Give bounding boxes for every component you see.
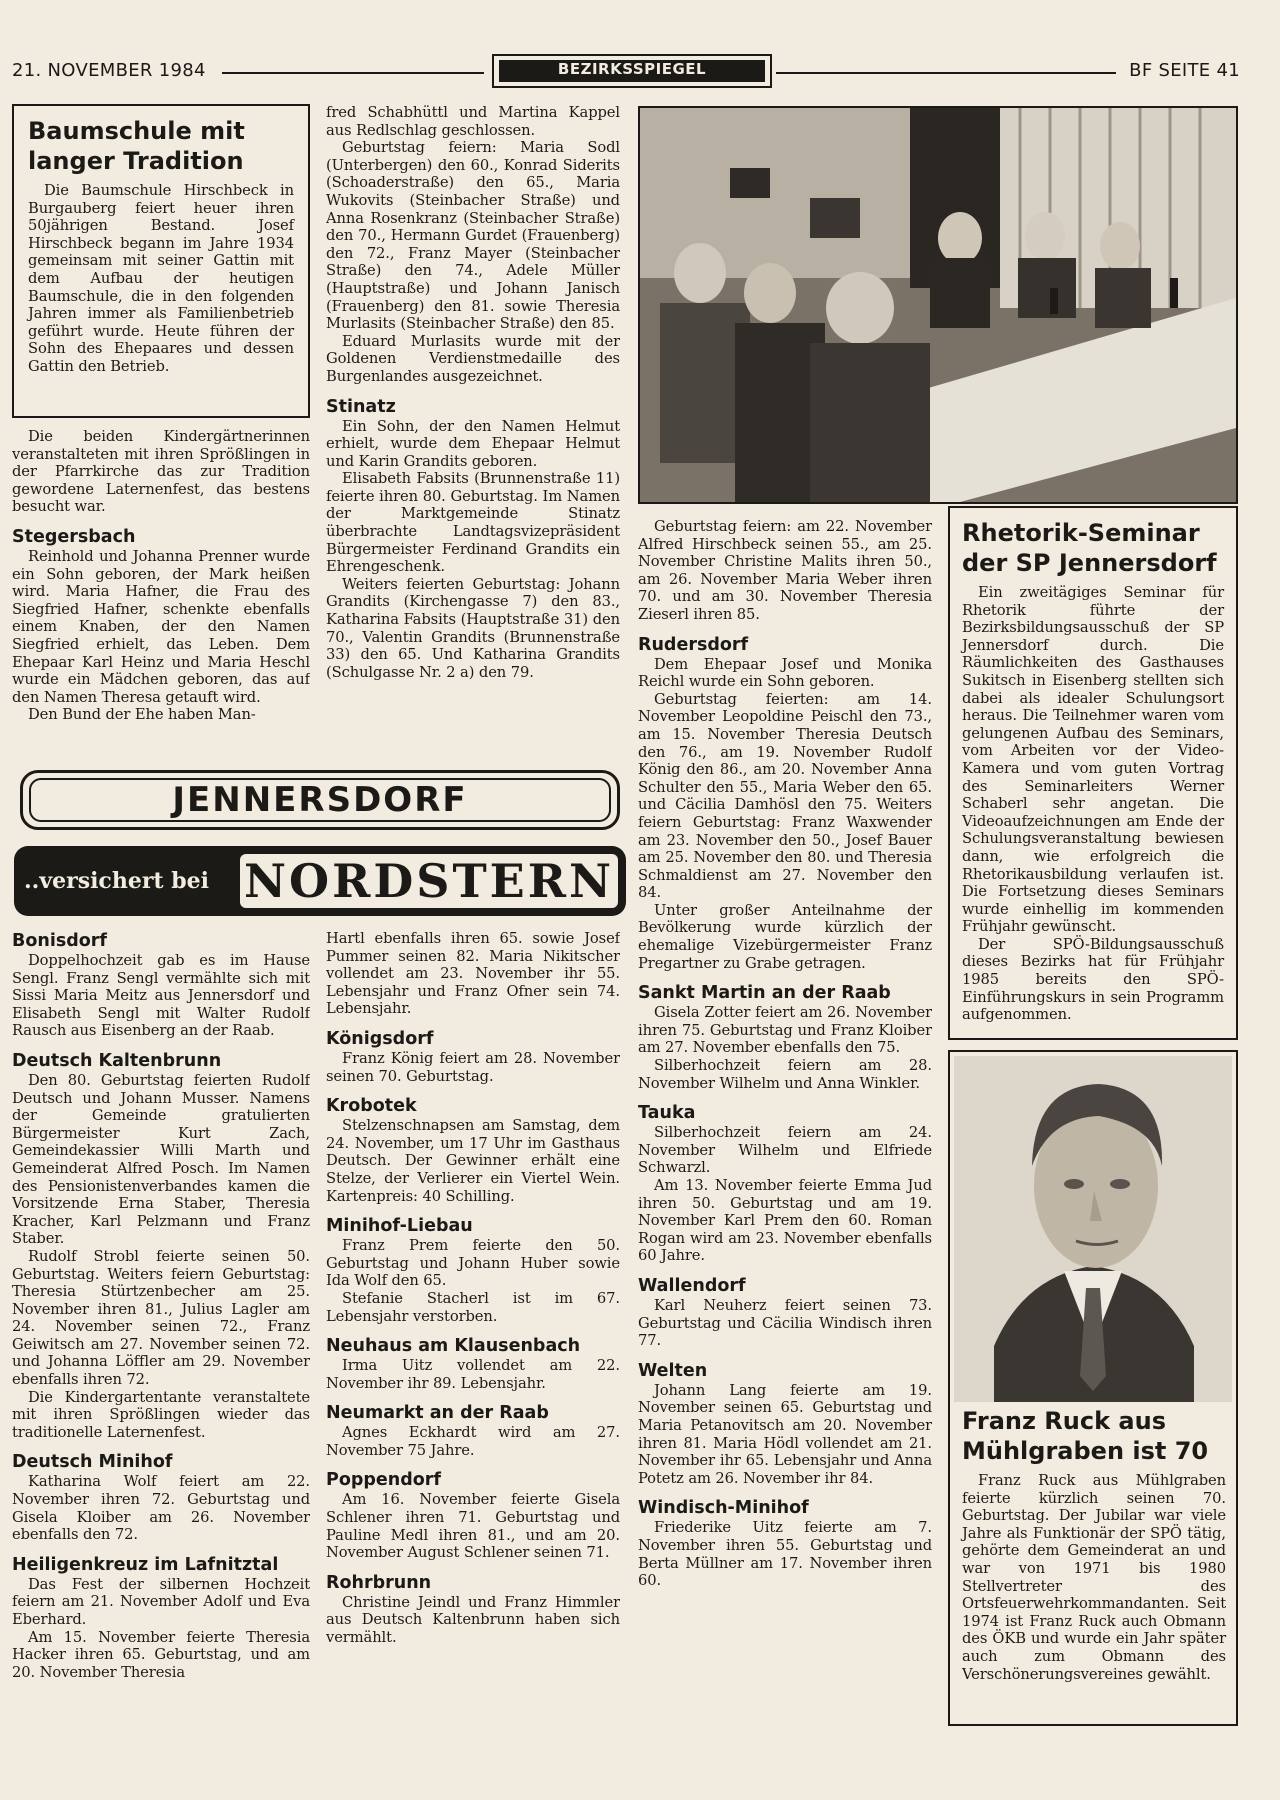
stinatz-text-1: Ein Sohn, der den Namen Helmut erhielt, wurde dem Ehepaar Helmut und Karin Grandits geboren. xyxy=(326,417,620,470)
ruck-text: Franz Ruck aus Mühlgraben feierte kürzlich seinen 70. Geburtstag. Der Jubilar war viele Jahre als Funktionär der SPÖ tätig, gehörte dem Gemeinderat an und war von 1971 bis 1980 Stellvertreter des Ortsfeuerwehrkommandanten. Seit 1974 ist Franz Ruck auch Obmann des ÖKB und wurde ein Jahr später auch zum Obmann des Verschönerungsvereines gewählt. xyxy=(962,1472,1226,1683)
deutsch-minihof-heading: Deutsch Minihof xyxy=(12,1452,173,1473)
deutsch-minihof-text: Katharina Wolf feiert am 22. November ihren 72. Geburtstag und Gisela Kloiber am 26. November ebenfalls den 72. xyxy=(12,1473,310,1544)
column-2-upper xyxy=(326,104,620,754)
rhetorik-text-1: Ein zweitägiges Seminar für Rhetorik führte der Bezirksbildungsausschuß der SP Jennersdorf durch. Die Räumlichkeiten des Gasthauses Sukitsch in Eisenberg stellten sich dabei als idealer Schulungsort heraus. Die Teilnehmer waren vom gelungenen Aufbau des Seminars, vom Arbeiten vor der Video-Kamera und vom guten Vortrag des Seminarleiters Werner Schaberl sehr angetan. Die Videoaufzeichnungen am Ende der Schulungsveranstaltung bewiesen dann, wie erfolgreich die Rhetorikausbildung verlaufen ist. Die Fortsetzung dieses Seminars wurde einhellig im kommenden Frühjahr gewünscht. xyxy=(962,584,1224,936)
sankt-martin-heading: Sankt Martin an der Raab xyxy=(638,983,891,1004)
wallendorf-text: Karl Neuherz feiert seinen 73. Geburtstag und Cäcilia Windisch ihren 77. xyxy=(638,1296,932,1350)
heiligenkreuz-text-1: Das Fest der silbernen Hochzeit feiern am 21. November Adolf und Eva Eberhard. xyxy=(12,1575,310,1628)
col2-text-3: Eduard Murlasits wurde mit der Goldenen Verdienstmedaille des Burgenlandes ausgezeichnet. xyxy=(326,332,620,385)
rudersdorf-heading: Rudersdorf xyxy=(638,634,749,655)
deutsch-kaltenbrunn-text-3: Die Kindergartentante veranstaltete mit ihren Sprößlingen wieder das traditionelle Laternenfest. xyxy=(12,1388,310,1441)
header-rule-left xyxy=(222,72,484,74)
issue-date: 21. NOVEMBER 1984 xyxy=(12,60,206,81)
column-1-lower xyxy=(12,930,310,1740)
header-rule-right xyxy=(776,72,1116,74)
deutsch-kaltenbrunn-text-1: Den 80. Geburtstag feierten Rudolf Deutsch und Johann Musser. Namens der Gemeinde gratulierten Bürgermeister Kurt Zach, Gemeindekassier Willi Marth und Gemeinderat Alfred Posch. Im Namen des Pensionistenverbandes kamen die Vorsitzende Erna Staber, Theresia Kracher, Karl Pelzmann und Franz Staber. xyxy=(12,1071,310,1248)
neuhaus-heading: Neuhaus am Klausenbach xyxy=(326,1336,581,1357)
jennersdorf-title: JENNERSDORF xyxy=(29,778,611,822)
bonisdorf-heading: Bonisdorf xyxy=(12,931,108,951)
col3-text-1: Geburtstag feiern: am 22. November Alfred Hirschbeck seinen 55., am 25. November Christine Malits ihren 50., am 26. November Maria Weber ihren 70. und am 30. November Theresia Zieserl ihren 85. xyxy=(638,518,932,623)
column-1-upper xyxy=(12,428,310,754)
column-2-lower xyxy=(326,930,620,1740)
deutsch-kaltenbrunn-text-2: Rudolf Strobl feierte seinen 50. Geburtstag. Weiters feiern Geburtstag: Theresia Stürtzenbecher am 25. November ihren 81., Julius Lagler am 24. November seinen 72., Franz Geiwitsch am 27. November seinen 72. und Johanna Löffler am 29. November ebenfalls ihren 72. xyxy=(12,1247,310,1389)
seminar-photo-image xyxy=(640,108,1236,502)
heiligenkreuz-heading: Heiligenkreuz im Lafnitztal xyxy=(12,1554,279,1575)
stegersbach-text-2: Den Bund der Ehe haben Man- xyxy=(28,706,256,724)
col2-text-1: fred Schabhüttl und Martina Kappel aus Redlschlag geschlossen. xyxy=(326,104,620,139)
stegersbach-text: Reinhold und Johanna Prenner wurde ein Sohn geboren, der Mark heißen wird. Maria Hafner, die Frau des Siegfried Hafner, schenkte ebenfalls einem Knaben, der den Namen Siegfried erhielt, das Leben. Dem Ehepaar Karl Heinz und Maria Heschl wurde ein Mädchen geboren, das auf den Namen Theresa getauft wird. xyxy=(12,547,310,706)
neuhaus-text: Irma Uitz vollendet am 22. November ihr 89. Lebensjahr. xyxy=(326,1357,620,1392)
tauka-text-1: Silberhochzeit feiern am 24. November Wilhelm und Elfriede Schwarzl. xyxy=(638,1124,932,1177)
sankt-martin-text-2: Silberhochzeit feiern am 28. November Wilhelm und Anna Winkler. xyxy=(638,1057,932,1092)
poppendorf-heading: Poppendorf xyxy=(326,1470,442,1491)
laternenfest-text: Die beiden Kindergärtnerinnen veranstalteten mit ihren Sprößlingen in der Pfarrkirche das zur Tradition gewordene Laternenfest, das bestens besucht war. xyxy=(12,428,310,516)
rhetorik-text-2: Der SPÖ-Bildungsausschuß dieses Bezirks hat für Frühjahr 1985 bereits den SPÖ-Einführungskurs in sein Programm aufgenommen. xyxy=(962,935,1224,1024)
rhetorik-article xyxy=(948,506,1238,1040)
page-header xyxy=(12,58,1240,88)
rudersdorf-text-3: Unter großer Anteilnahme der Bevölkerung wurde kürzlich der ehemalige Vizebürgermeister Franz Pregartner zu Grabe getragen. xyxy=(638,901,932,972)
nordstern-ad xyxy=(14,846,626,916)
stinatz-text-2: Elisabeth Fabsits (Brunnenstraße 11) feierte ihren 80. Geburtstag. Im Namen der Marktgemeinde Stinatz überbrachte Landtagsvizepräsident Bürgermeister Ferdinand Grandits ein Ehrengeschenk. xyxy=(326,470,620,576)
rohrbrunn-heading: Rohrbrunn xyxy=(326,1572,432,1593)
koenigsdorf-text: Franz König feiert am 28. November seinen 70. Geburtstag. xyxy=(326,1049,620,1085)
rudersdorf-text-2: Geburtstag feierten: am 14. November Leopoldine Peischl den 73., am 15. November Theresia Deutsch den 76., am 19. November Rudolf König den 86., am 20. November Anna Schulter den 55., Maria Weber den 65. und Cäcilia Damhösl den 75. Weiters feiern Geburtstag: Franz Waxwender am 23. November den 50., Josef Bauer am 25. November den 80. und Theresia Schmaldienst am 27. November den 84. xyxy=(638,690,932,902)
seminar-photo xyxy=(638,106,1238,504)
section-title: BEZIRKSSPIEGEL xyxy=(499,60,765,82)
col2-text-2: Geburtstag feiern: Maria Sodl (Unterbergen) den 60., Konrad Siderits (Schoaderstraße) den 65., Maria Wukovits (Steinbacher Straße) und Anna Rosenkranz (Steinbacher Straße) den 70., Hermann Gurdet (Frauenberg) den 72., Franz Mayer (Steinbacher Straße) den 74., Adele Müller (Hauptstraße) und Johann Janisch (Frauenberg) den 81. sowie Theresia Murlasits (Steinbacher Straße) den 85. xyxy=(326,139,620,333)
tauka-text-2: Am 13. November feierte Emma Jud ihren 50. Geburtstag und am 19. November Karl Prem den 60. Roman Rogan wird am 23. November ebenfalls 60 Jahre. xyxy=(638,1177,932,1265)
heiligenkreuz-text-2: Am 15. November feierte Theresia Hacker ihren 65. Geburtstag, und am 20. November Theresia xyxy=(12,1628,310,1681)
windisch-minihof-text: Friederike Uitz feierte am 7. November ihren 55. Geburtstag und Berta Müllner am 17. November ihren 60. xyxy=(638,1519,932,1590)
ruck-portrait xyxy=(954,1056,1232,1402)
poppendorf-text: Am 16. November feierte Gisela Schlener ihren 71. Geburtstag und Pauline Medl ihren 81., und am 20. November August Schlener seinen 71. xyxy=(326,1491,620,1562)
rudersdorf-text-1: Dem Ehepaar Josef und Monika Reichl wurde ein Sohn geboren. xyxy=(638,655,932,691)
welten-heading: Welten xyxy=(638,1360,708,1381)
rohrbrunn-text: Christine Jeindl und Franz Himmler aus Deutsch Kaltenbrunn haben sich vermählt. xyxy=(326,1593,620,1647)
minihof-liebau-heading: Minihof-Liebau xyxy=(326,1216,473,1237)
stinatz-heading: Stinatz xyxy=(326,396,396,417)
nordstern-logo: NORDSTERN xyxy=(240,854,618,908)
baumschule-text: Die Baumschule Hirschbeck in Burgauberg feiert heuer ihren 50jährigen Bestand. Josef Hirschbeck begann im Jahre 1934 gemeinsam mit seiner Gattin mit dem Aufbau der heutigen Baumschule, die in den folgenden Jahren immer als Familienbetrieb geführt wurde. Heute führen der Sohn des Ehepaares und dessen Gattin den Betrieb. xyxy=(28,182,294,375)
koenigsdorf-heading: Königsdorf xyxy=(326,1028,434,1049)
stegersbach-heading: Stegersbach xyxy=(12,526,136,547)
wallendorf-heading: Wallendorf xyxy=(638,1275,746,1296)
ruck-portrait-image xyxy=(954,1056,1232,1402)
nordstern-ad-prefix: ..versichert bei xyxy=(24,868,209,894)
neumarkt-heading: Neumarkt an der Raab xyxy=(326,1403,549,1424)
ruck-article xyxy=(948,1050,1238,1726)
krobotek-heading: Krobotek xyxy=(326,1096,417,1117)
minihof-liebau-text-2: Stefanie Stacherl ist im 67. Lebensjahr verstorben. xyxy=(326,1289,620,1325)
bonisdorf-text: Doppelhochzeit gab es im Hause Sengl. Franz Sengl vermählte sich mit Sissi Maria Meitz aus Jennersdorf und Elisabeth Sengl mit Walter Rudolf Rausch aus Eisenberg an der Raab. xyxy=(12,952,310,1040)
rhetorik-headline: Rhetorik-Seminar der SP Jennersdorf xyxy=(962,519,1217,577)
col2-lower-text-1: Hartl ebenfalls ihren 65. sowie Josef Pummer seinen 82. Maria Nikitscher vollendet am 23. November ihr 55. Lebensjahr und Franz Ofner sein 74. Lebensjahr. xyxy=(326,930,620,1018)
windisch-minihof-heading: Windisch-Minihof xyxy=(638,1498,809,1519)
column-3 xyxy=(638,518,932,1740)
ruck-body xyxy=(962,1406,1226,1683)
welten-text: Johann Lang feierte am 19. November seinen 65. Geburtstag und Maria Petanovitsch am 20. November ihren 81. Maria Hödl vollendet am 21. November ihr 65. Lebensjahr und Anna Potetz am 26. November ihr 84. xyxy=(638,1381,932,1487)
sankt-martin-text-1: Gisela Zotter feiert am 26. November ihren 75. Geburtstag und Franz Kloiber am 27. November ebenfalls den 75. xyxy=(638,1004,932,1057)
neumarkt-text: Agnes Eckhardt wird am 27. November 75 Jahre. xyxy=(326,1424,620,1459)
stinatz-text-3: Weiters feierten Geburtstag: Johann Grandits (Kirchengasse 7) den 83., Katharina Fabsits (Hauptstraße 31) den 70., Valentin Grandits (Brunnenstraße 33) den 65. Und Katharina Grandits (Schulgasse Nr. 2 a) den 79. xyxy=(326,575,620,681)
deutsch-kaltenbrunn-heading: Deutsch Kaltenbrunn xyxy=(12,1050,222,1071)
krobotek-text: Stelzenschnapsen am Samstag, dem 24. November, um 17 Uhr im Gasthaus Deutsch. Der Gewinner erhält eine Stelze, der Verlierer ein Viertel Wein. Kartenpreis: 40 Schilling. xyxy=(326,1117,620,1205)
jennersdorf-banner xyxy=(20,770,620,830)
ruck-headline: Franz Ruck aus Mühlgraben ist 70 xyxy=(962,1407,1209,1465)
section-label xyxy=(492,54,772,88)
baumschule-headline: Baumschule mit langer Tradition xyxy=(28,117,245,175)
baumschule-article xyxy=(12,104,310,418)
tauka-heading: Tauka xyxy=(638,1103,696,1124)
minihof-liebau-text-1: Franz Prem feierte den 50. Geburtstag und Johann Huber sowie Ida Wolf den 65. xyxy=(326,1237,620,1290)
page-number: BF SEITE 41 xyxy=(1129,60,1240,81)
